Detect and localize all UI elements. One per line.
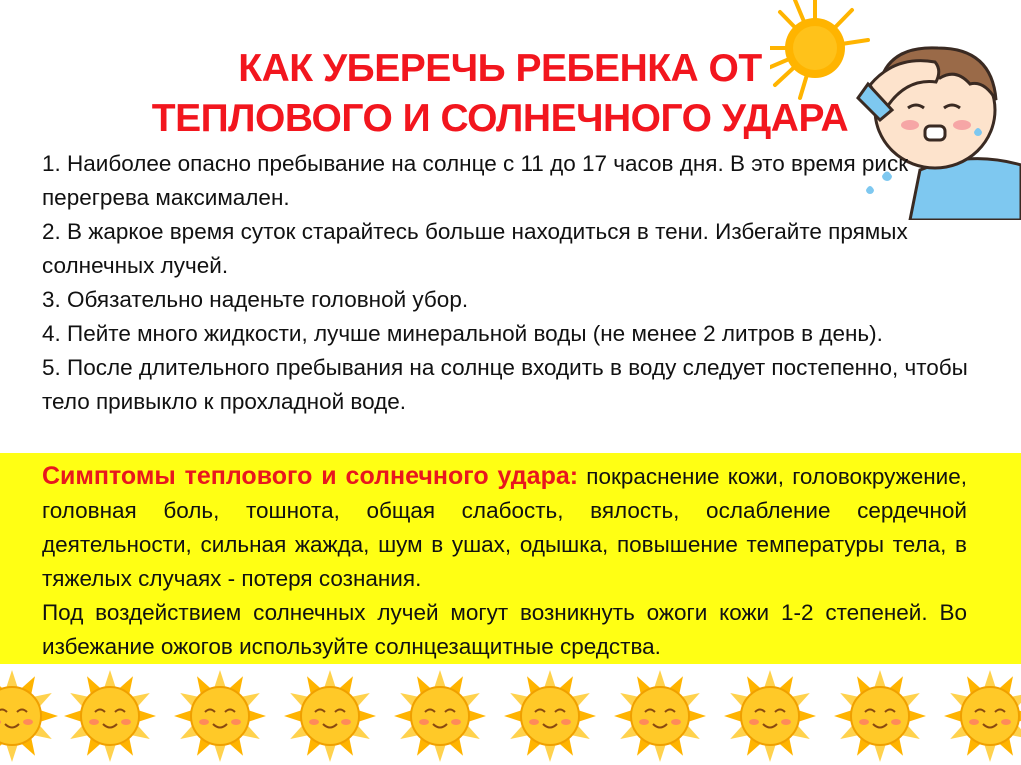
smiling-sun-icon [834,670,926,762]
symptoms-paragraph [42,459,967,596]
title-line-1: КАК УБЕРЕЧЬ РЕБЕНКА ОТ [238,47,762,90]
smiling-sun-icon [64,670,156,762]
tip-item: 2. В жаркое время суток старайтесь больше находиться в тени. Избегайте прямых солнечных лучей. [42,219,908,278]
tip-item: 3. Обязательно наденьте головной убор. [42,287,469,312]
tip-item: 1. Наиболее опасно пребывание на солнце с 11 до 17 часов дня. В это время риск перегрева максимален. [42,151,909,210]
symptoms-panel [0,453,1021,664]
title-line-2: ТЕПЛОВОГО И СОЛНЕЧНОГО УДАРА [151,97,849,140]
tip-item: 5. После длительного пребывания на солнце входить в воду следует постепенно, чтобы тело привыкло к прохладной воде. [42,355,968,414]
smiling-sun-icon [174,670,266,762]
smiling-sun-icon [614,670,706,762]
smiling-sun-icon [944,670,1021,762]
smiling-sun-icon [284,670,376,762]
sunburn-note: Под воздействием солнечных лучей могут возникнуть ожоги кожи 1-2 степеней. Во избежание ожогов используйте солнцезащитные средства. [42,600,967,659]
tip-item: 4. Пейте много жидкости, лучше минеральной воды (не менее 2 литров в день). [42,321,883,346]
smiling-sun-icon [0,670,58,762]
sun-border [0,668,1021,765]
smiling-sun-icon [394,670,486,762]
smiling-sun-icon [724,670,816,762]
page-title [100,44,900,144]
tips-list [42,147,972,419]
symptoms-heading: Симптомы теплового и солнечного удара: [42,462,579,490]
smiling-sun-icon [504,670,596,762]
symptoms-list: покраснение кожи, головокружение, головная боль, тошнота, общая слабость, вялость, ослабление сердечной деятельности, сильная жажда, шум в ушах, одышка, повышение температуры тела, в тяжелых случаях - потеря сознания. [42,464,967,591]
